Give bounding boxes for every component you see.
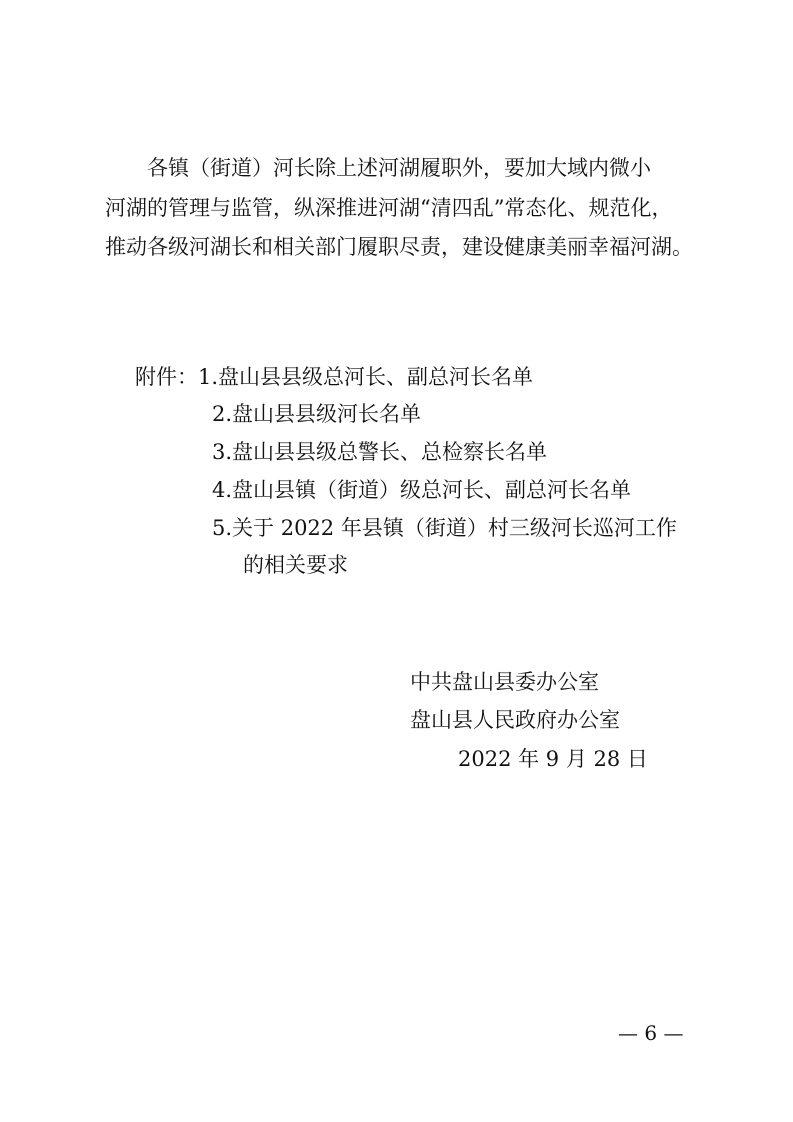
issuing-org-party: 中共盘山县委办公室 — [410, 670, 599, 694]
issuing-org-government: 盘山县人民政府办公室 — [410, 708, 620, 732]
paragraph-line: 推动各级河湖长和相关部门履职尽责，建设健康美丽幸福河湖。 — [105, 235, 693, 259]
issue-date: 2022 年 9 月 28 日 — [458, 747, 648, 771]
paragraph-line: 各镇（街道）河长除上述河湖履职外，要加大域内微小 — [105, 156, 651, 180]
attachment-item-2: 2.盘山县县级河长名单 — [212, 402, 422, 426]
attachment-item-5: 5.关于 2022 年县镇（街道）村三级河长巡河工作 — [212, 516, 677, 540]
paragraph-line: 河湖的管理与监管，纵深推进河湖“清四乱”常态化、规范化， — [105, 196, 673, 220]
attachment-item-3: 3.盘山县县级总警长、总检察长名单 — [212, 440, 548, 464]
attachments-label: 附件： — [135, 365, 198, 389]
attachment-item-4: 4.盘山县镇（街道）级总河长、副总河长名单 — [212, 478, 632, 502]
attachment-item-1: 附件：1.盘山县县级总河长、副总河长名单 — [135, 365, 534, 389]
page-number: — 6 — — [618, 1021, 684, 1045]
attachment-item-5-continuation: 的相关要求 — [243, 553, 348, 577]
